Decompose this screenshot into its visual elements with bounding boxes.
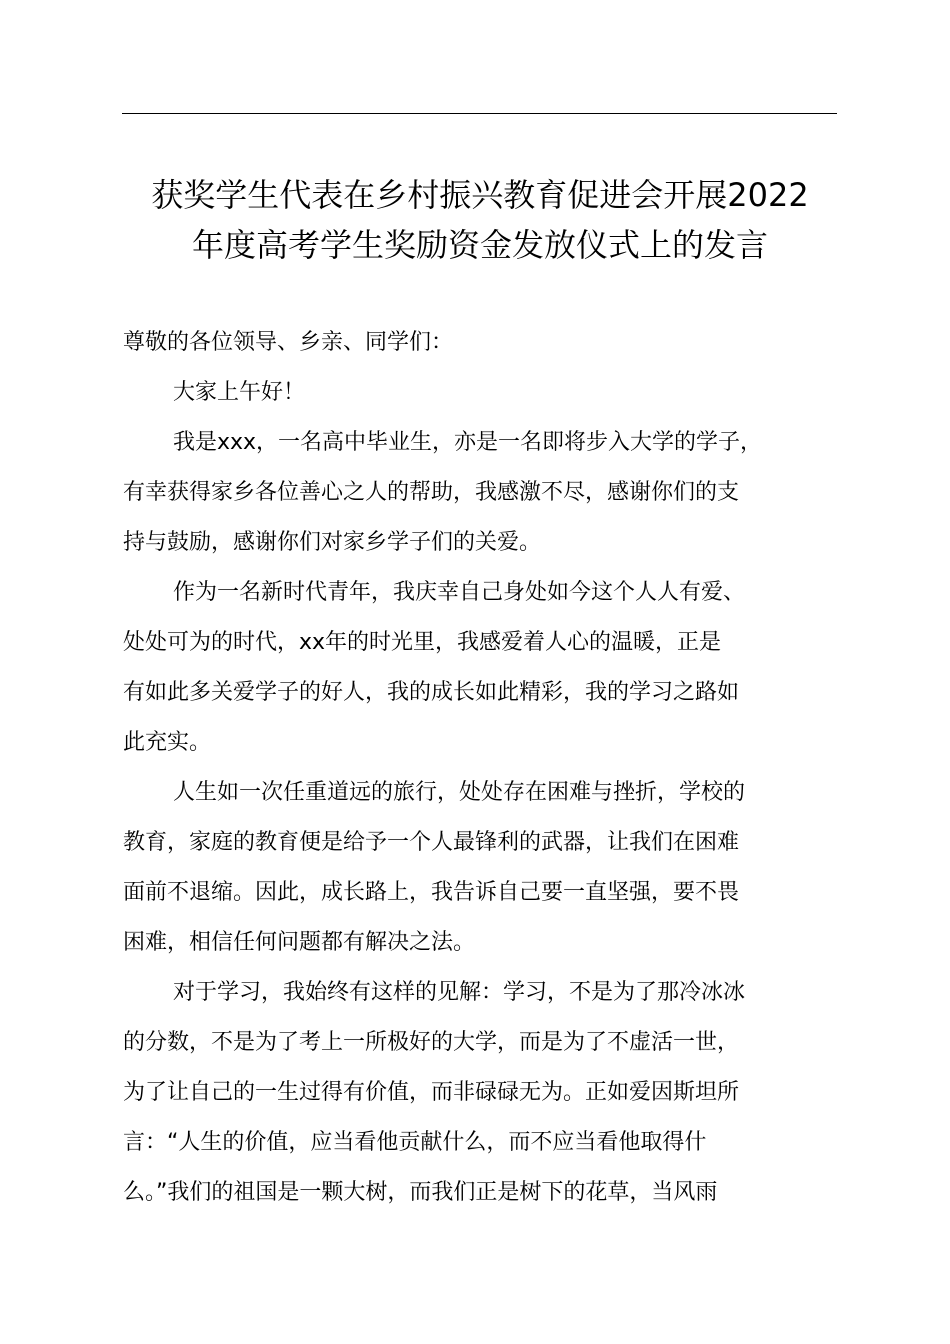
paragraph-2-line-1: 作为一名新时代青年，我庆幸自己身处如今这个人人有爱、 [173, 580, 746, 605]
document-body [123, 318, 863, 1218]
paragraph-3-line-3: 面前不退缩。因此，成长路上，我告诉自己要一直坚强，要不畏 [123, 880, 740, 905]
paragraph-2-line-2: 处处可为的时代，xx年的时光里，我感爱着人心的温暖，正是 [123, 630, 722, 655]
paragraph-2-line-4: 此充实。 [123, 730, 212, 755]
title-line-2: 年度高考学生奖励资金发放仪式上的发言 [191, 226, 768, 264]
paragraph-2-line-3: 有如此多关爱学子的好人，我的成长如此精彩，我的学习之路如 [123, 680, 740, 705]
greeting-line: 大家上午好！ [173, 380, 306, 405]
paragraph-3-line-2: 教育，家庭的教育便是给予一个人最锋利的武器，让我们在困难 [123, 830, 740, 855]
paragraph-4-line-3: 为了让自己的一生过得有价值，而非碌碌无为。正如爱因斯坦所 [123, 1080, 740, 1105]
paragraph-4-line-4: 言：“人生的价值，应当看他贡献什么，而不应当看他取得什 [123, 1130, 707, 1155]
paragraph-4-line-5: 么。”我们的祖国是一颗大树，而我们正是树下的花草，当风雨 [123, 1180, 718, 1205]
paragraph-1-line-3: 持与鼓励，感谢你们对家乡学子们的关爱。 [123, 530, 542, 555]
header-rule [122, 113, 837, 114]
paragraph-1-line-1: 我是xxx，一名高中毕业生，亦是一名即将步入大学的学子， [173, 430, 763, 455]
salutation-line: 尊敬的各位领导、乡亲、同学们： [123, 330, 454, 355]
paragraph-3-line-4: 困难，相信任何问题都有解决之法。 [123, 930, 476, 955]
document-title [110, 170, 850, 270]
title-line-1: 获奖学生代表在乡村振兴教育促进会开展2022 [151, 176, 809, 214]
paragraph-4-line-2: 的分数，不是为了考上一所极好的大学，而是为了不虚活一世， [123, 1030, 740, 1055]
paragraph-3-line-1: 人生如一次任重道远的旅行，处处存在困难与挫折，学校的 [173, 780, 746, 805]
paragraph-4-line-1: 对于学习，我始终有这样的见解：学习，不是为了那冷冰冰 [173, 980, 746, 1005]
paragraph-1-line-2: 有幸获得家乡各位善心之人的帮助，我感激不尽，感谢你们的支 [123, 480, 740, 505]
